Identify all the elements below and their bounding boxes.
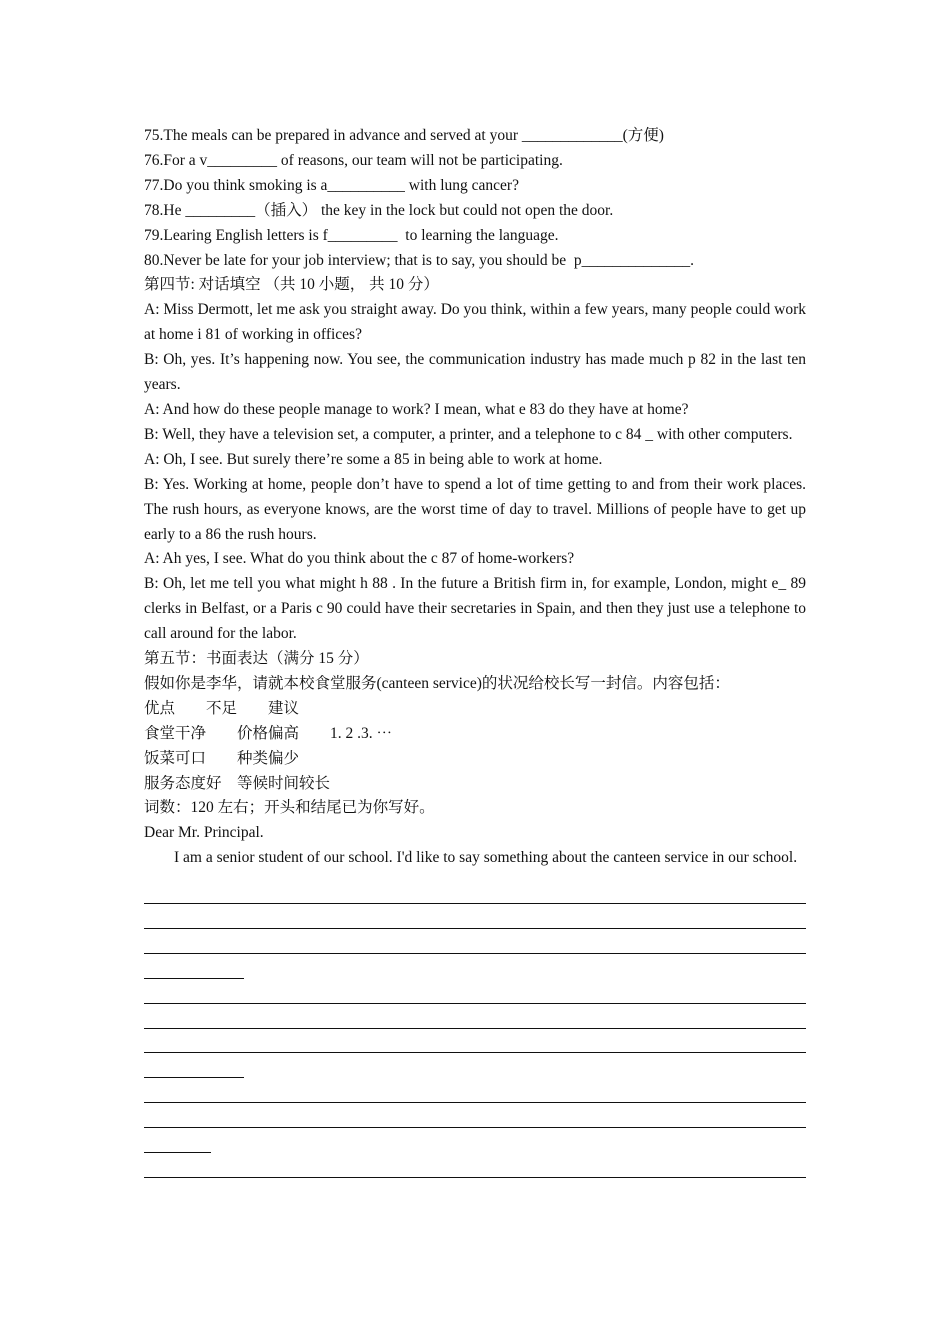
dialogue-line: B: Oh, let me tell you what might h 88 . In the future a British firm in, for example, London, might e_ 89 clerks in Belfast, or a Paris c 90 could have their secretaries in Spain, and then they just use a telephone to call around for the labor. [144, 575, 806, 643]
question-76: 76.For a v_________ of reasons, our team will not be participating. [144, 151, 563, 169]
exam-page [144, 124, 806, 1178]
writing-prompt: 假如你是李华，请就本校食堂服务(canteen service)的状况给校长写一封信。内容包括： [144, 674, 730, 692]
dialogue-line: B: Oh, yes. It’s happening now. You see, the communication industry has made much p 82 in the last ten years. [144, 351, 806, 394]
section4-heading: 第四节: 对话填空 （共 10 小题， 共 10 分） [144, 276, 439, 294]
answer-line[interactable] [144, 879, 806, 904]
points-table-row: 服务态度好 等候时间较长 [144, 774, 331, 792]
answer-line-short[interactable] [144, 1128, 211, 1153]
question-75: 75.The meals can be prepared in advance and served at your _____________(方便) [144, 127, 664, 144]
answer-line-short[interactable] [144, 1053, 244, 1078]
answer-line[interactable] [144, 929, 806, 954]
dialogue-line: B: Yes. Working at home, people don’t have to spend a lot of time getting to and from their work places. The rush hours, as everyone knows, are the worst time of day to travel. Millions of people have to get up early to a 86 the rush hours. [144, 475, 806, 543]
question-80: 80.Never be late for your job interview; that is to say, you should be p______________. [144, 251, 695, 269]
letter-salutation: Dear Mr. Principal. [144, 824, 264, 842]
dialogue-line: A: And how do these people manage to work? I mean, what e 83 do they have at home? [144, 400, 689, 418]
letter-opening: I am a senior student of our school. I'd like to say something about the canteen service in our school. [174, 849, 798, 867]
answer-line[interactable] [144, 1103, 806, 1128]
answer-line[interactable] [144, 1078, 806, 1103]
word-count-note: 词数：120 左右；开头和结尾已为你写好。 [144, 799, 435, 817]
points-table-row: 饭菜可口 种类偏少 [144, 749, 300, 767]
answer-line[interactable] [144, 1029, 806, 1054]
answer-line[interactable] [144, 1153, 806, 1178]
dialogue-line: B: Well, they have a television set, a computer, a printer, and a telephone to c 84 _ with other computers. [144, 425, 793, 443]
section5-heading: 第五节：书面表达（满分 15 分） [144, 650, 369, 668]
dialogue-section [144, 273, 806, 647]
answer-line[interactable] [144, 904, 806, 929]
answer-line-short[interactable] [144, 954, 244, 979]
answer-line[interactable] [144, 979, 806, 1004]
answer-lines[interactable] [144, 879, 806, 1178]
question-78: 78.He _________（插入） the key in the lock but could not open the door. [144, 201, 614, 219]
points-table-header: 优点 不足 建议 [144, 699, 300, 717]
writing-section [144, 647, 806, 1178]
answer-line[interactable] [144, 1004, 806, 1029]
dialogue-line: A: Miss Dermott, let me ask you straight away. Do you think, within a few years, many people could work at home i 81 of working in offices? [144, 301, 806, 344]
vocab-section [144, 124, 806, 273]
dialogue-line: A: Oh, I see. But surely there’re some a 85 in being able to work at home. [144, 450, 603, 468]
points-table-row: 食堂干净 价格偏高 1. 2 .3. ⋯ [144, 724, 393, 742]
question-77: 77.Do you think smoking is a__________ with lung cancer? [144, 176, 519, 194]
question-79: 79.Learing English letters is f_________ to learning the language. [144, 226, 559, 244]
dialogue-line: A: Ah yes, I see. What do you think about the c 87 of home-workers? [144, 550, 575, 568]
